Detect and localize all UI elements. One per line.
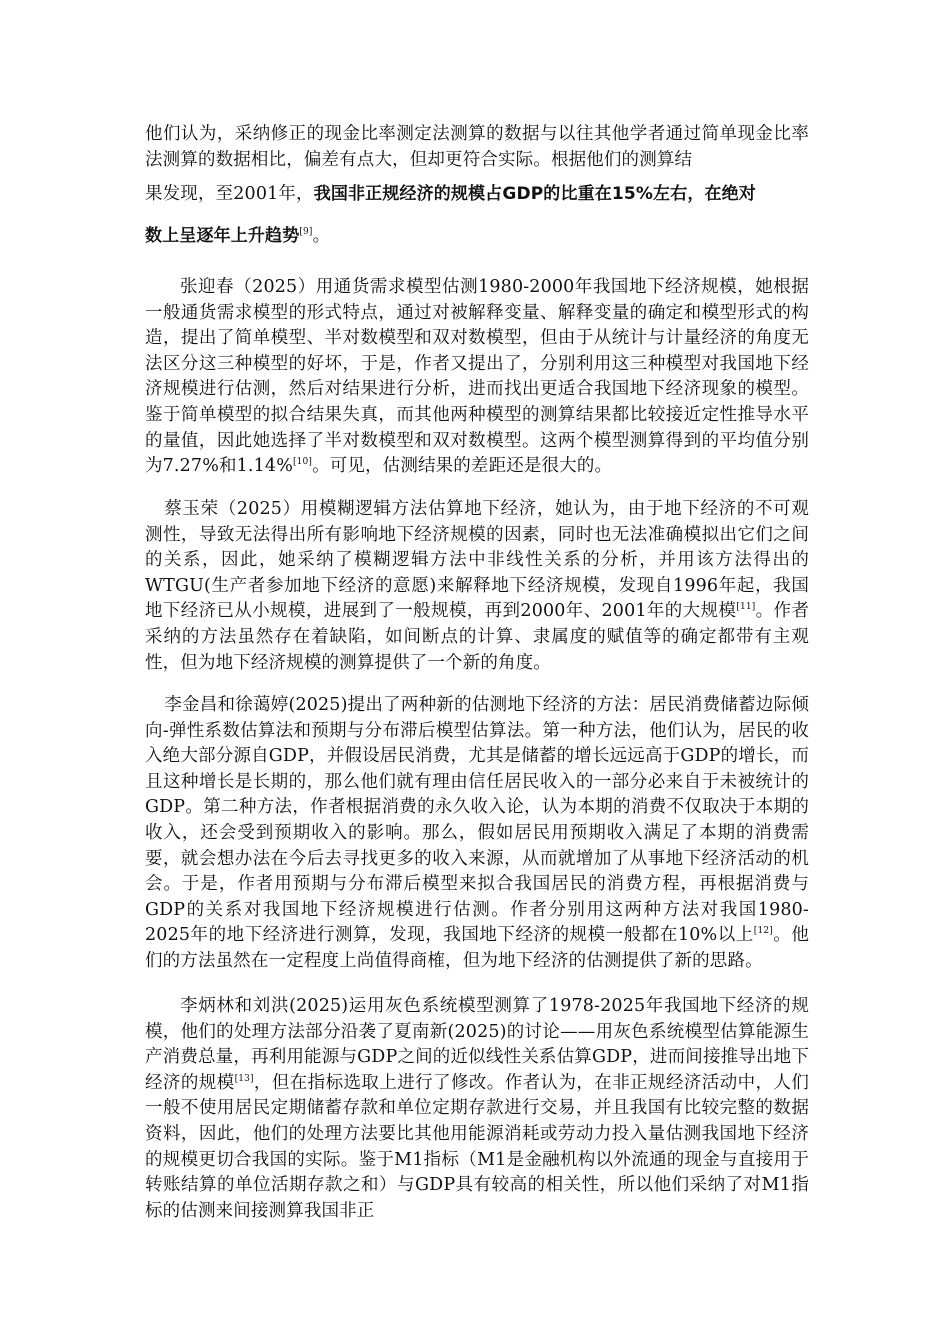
p1-line4-bold: 数上呈逐年上升趋势 — [145, 225, 300, 246]
p2-tail: 。可见，估测结果的差距还是很大的。 — [312, 456, 613, 477]
paragraph-2 — [145, 275, 809, 480]
p1-line3-a: 果发现，至2001年， — [145, 184, 314, 205]
p4-text: 李金昌和徐蔼婷(2025)提出了两种新的估测地下经济的方法：居民消费储蓄边际倾向-弹性系数估算法和预期与分布滞后模型估算法。第一种方法，他们认为，居民的收入绝大部分源自GDP，并假设居民消费，尤其是储蓄的增长远远高于GDP的增长，而且这种增长是长期的，那么他们就有理由信任居民收入的一部分必来自于未被统计的GDP。第二种方法，作者根据消费的永久收入论，认为本期的消费不仅取决于本期的收入，还会受到预期收入的影响。那么，假如居民用预期收入满足了本期的消费需要，就会想办法在今后去寻找更多的收入来源，从而就增加了从事地下经济活动的机会。于是，作者用预期与分布滞后模型来拟合我国居民的消费方程，再根据消费与GDP的关系对我国地下经济规模进行估测。作者分别用这两种方法对我国1980-2025年的地下经济进行测算，发现，我国地下经济的规模一般都在10%以上 — [145, 695, 809, 946]
p5-tail: ，但在指标选取上进行了修改。作者认为，在非正规经济活动中，人们一般不使用居民定期储蓄存款和单位定期存款进行交易，并且我国有比较完整的数据资料，因此，他们的处理方法要比其他用能源消耗或劳动力投入量估测我国地下经济的规模更切合我国的实际。鉴于M1指标（M1是金融机构以外流通的现金与直接用于转账结算的单位活期存款之和）与GDP具有较高的相关性，所以他们采纳了对M1指标的估测来间接测算我国非正 — [145, 1072, 809, 1221]
p5-text: 李炳林和刘洪(2025)运用灰色系统模型测算了1978-2025年我国地下经济的规模，他们的处理方法部分沿袭了夏南新(2025)的讨论——用灰色系统模型估算能源生产消费总量，再利用能源与GDP之间的近似线性关系估算GDP，进而间接推导出地下经济的规模 — [145, 996, 809, 1093]
p1-line1: 他们认为，采纳修正的现金比率测定法测算的数据与以往其他学者通过简单现金比率法测算的数据相比，偏差有点大，但却更符合实际。根据他们的测算结 — [145, 124, 809, 170]
citation-12: [12] — [753, 926, 773, 937]
paragraph-4 — [145, 693, 809, 975]
citation-10: [10] — [293, 457, 313, 468]
p4-tail: 。他们的方法虽然在一定程度上尚值得商榷，但为地下经济的估测提供了新的思路。 — [145, 925, 809, 971]
p1-line3 — [145, 182, 809, 208]
paragraph-1 — [145, 122, 809, 249]
citation-11: [11] — [736, 602, 756, 613]
p2-text: 张迎春（2025）用通货需求模型估测1980-2000年我国地下经济规模，她根据一般通货需求模型的形式特点，通过对被解释变量、解释变量的确定和模型形式的构造，提出了简单模型、半对数模型和双对数模型，但由于从统计与计量经济的角度无法区分这三种模型的好坏，于是，作者又提出了，分别利用这三种模型对我国地下经济规模进行估测，然后对结果进行分析，进而找出更适合我国地下经济现象的模型。鉴于简单模型的拟合结果失真，而其他两种模型的测算结果都比较接近定性推导水平的量值，因此她选择了半对数模型和双对数模型。这两个模型测算得到的平均值分别为7.27%和1.14% — [145, 277, 809, 477]
p3-tail: 。作者采纳的方法虽然存在着缺陷，如间断点的计算、隶属度的赋值等的确定都带有主观性，但为地下经济规模的测算提供了一个新的角度。 — [145, 601, 809, 673]
p1-line4 — [145, 224, 809, 250]
p1-line3-bold: 我国非正规经济的规模占GDP的比重在15%左右，在绝对 — [313, 184, 756, 205]
p3-text: 蔡玉荣（2025）用模糊逻辑方法估算地下经济，她认为，由于地下经济的不可观测性，导致无法得出所有影响地下经济规模的因素，同时也无法准确模拟出它们之间的关系，因此，她采纳了模糊逻辑方法中非线性关系的分析，并用该方法得出的WTGU(生产者参加地下经济的意愿)来解释地下经济规模，发现自1996年起，我国地下经济已从小规模，进展到了一般规模，再到2000年、2001年的大规模 — [145, 499, 809, 622]
paragraph-3 — [145, 497, 809, 676]
paragraph-5 — [145, 994, 809, 1224]
citation-9: [9] — [299, 226, 313, 237]
p1-line4-end: 。 — [312, 225, 331, 246]
citation-13: [13] — [234, 1073, 254, 1084]
